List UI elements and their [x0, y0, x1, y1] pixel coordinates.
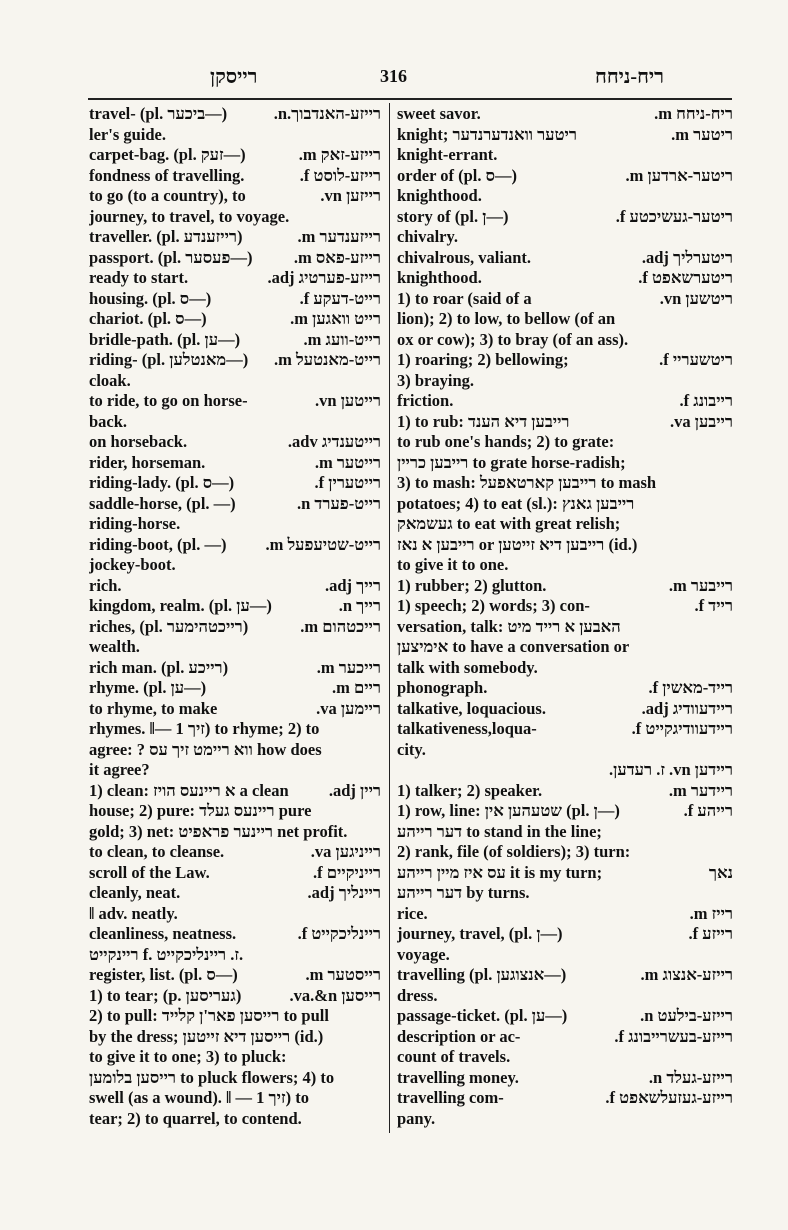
entry-definition: rider, horseman.: [89, 452, 206, 472]
entry-definition: jockey-boot.: [89, 555, 176, 574]
entry-definition: friction.: [397, 391, 454, 410]
entry-definition: 1) rubber; 2) glutton.: [397, 575, 547, 595]
entry-definition: carpet-bag. (pl. זעק—): [89, 145, 246, 164]
entry-definition: house; 2) pure: ריינעס געלד pure: [89, 801, 312, 820]
dictionary-line: [89, 1068, 381, 1089]
entry-headword: ריטער-געשיכטע f.: [615, 206, 733, 226]
entry-definition: עס איז מיין רייהע it is my turn;: [397, 862, 603, 882]
dictionary-line: [397, 207, 733, 228]
dictionary-line: [397, 514, 733, 535]
entry-headword: ריימען va.: [316, 698, 381, 718]
dictionary-line: [89, 330, 381, 351]
dictionary-line: [397, 289, 733, 310]
entry-definition: 1) to roar (said of a: [397, 288, 532, 308]
dictionary-line: [397, 1088, 733, 1109]
entry-definition: tear; 2) to quarrel, to contend.: [89, 1108, 302, 1128]
entry-definition: potatoes; 4) to eat (sl.): רייבען גאנץ: [397, 493, 635, 513]
dictionary-line: [89, 555, 381, 576]
page-header: [90, 62, 730, 92]
entry-definition: wealth.: [89, 637, 140, 656]
entry-definition: cleanly, neat.: [89, 883, 181, 902]
entry-headword: ריים m.: [331, 678, 381, 697]
entry-headword: ריינליך adj.: [307, 883, 381, 902]
dictionary-line: [397, 125, 733, 146]
dictionary-line: [397, 145, 733, 166]
entry-headword: רייזע-געזעלשאפט f.: [605, 1088, 733, 1107]
entry-definition: talkative, loquacious.: [397, 698, 546, 718]
dictionary-line: [397, 268, 733, 289]
entry-definition: רייבען כריין to grate horse-radish;: [397, 452, 626, 472]
entry-headword: רייזע-בעשרייבונג f.: [614, 1026, 733, 1046]
dictionary-line: [397, 473, 733, 494]
entry-definition: city.: [397, 739, 426, 759]
dictionary-line: [89, 986, 381, 1007]
entry-headword: ריטערליך adj.: [641, 247, 733, 267]
entry-headword: רייבער m.: [668, 575, 733, 595]
dictionary-line: [89, 1027, 381, 1048]
entry-headword: רייזע-זאק m.: [298, 145, 381, 164]
entry-headword: רייך n.: [338, 596, 381, 615]
dictionary-line: [89, 104, 381, 125]
entry-definition: 1) clean: א ריינעס הויז a clean: [89, 780, 289, 800]
dictionary-line: [89, 719, 381, 740]
entry-headword: רייכער m.: [316, 657, 381, 677]
dictionary-line: [397, 309, 733, 330]
header-right-guideword: ריח-ניחח: [595, 66, 664, 88]
entry-headword: רייכטהום m.: [300, 616, 381, 636]
entry-headword: רייט-שטיעפעל m.: [265, 534, 381, 554]
entry-definition: sweet savor.: [397, 104, 481, 123]
dictionary-line: [89, 186, 381, 207]
entry-headword: רייסטער m.: [305, 965, 381, 984]
entry-definition: voyage.: [397, 944, 450, 964]
entry-headword: רייהע f.: [683, 801, 733, 820]
dictionary-line: [89, 207, 381, 228]
entry-definition: riding-lady. (pl. ס—): [89, 473, 235, 492]
dictionary-line: [397, 371, 733, 392]
entry-definition: chivalry.: [397, 227, 458, 246]
entry-definition: to go (to a country), to: [89, 186, 246, 205]
dictionary-line: [397, 801, 733, 822]
entry-definition: kingdom, realm. (pl. ען—): [89, 596, 272, 615]
dictionary-line: [397, 166, 733, 187]
dictionary-line: [89, 801, 381, 822]
dictionary-line: [397, 576, 733, 597]
dictionary-line: [397, 699, 733, 720]
entry-definition: 1) speech; 2) words; 3) con-: [397, 596, 590, 615]
entry-definition: to clean, to cleanse.: [89, 842, 225, 861]
entry-definition: knight; ריטער וואנדערנדער: [397, 124, 577, 144]
entry-headword: רייניגען va.: [310, 842, 381, 861]
dictionary-line: [397, 965, 733, 986]
dictionary-line: [397, 863, 733, 884]
entry-headword: רייטערין f.: [314, 473, 381, 492]
dictionary-line: [397, 494, 733, 515]
dictionary-line: [89, 473, 381, 494]
dictionary-line: [89, 535, 381, 556]
dictionary-line: [89, 822, 381, 843]
entry-definition: 1) row, line: שטעהען אין (pl. ן—): [397, 801, 620, 820]
entry-headword: רייך adj.: [324, 575, 381, 595]
dictionary-line: [89, 289, 381, 310]
dictionary-line: [397, 1006, 733, 1027]
entry-headword: ריידעוודיגקייט f.: [631, 719, 733, 738]
dictionary-line: [397, 740, 733, 761]
entry-definition: swell (as a wound). ‖ — זיך 1) to: [89, 1088, 309, 1107]
entry-definition: description or ac-: [397, 1026, 521, 1046]
dictionary-line: [89, 166, 381, 187]
entry-headword: רייטען vn.: [315, 391, 381, 410]
entry-headword: רייבען va.: [669, 411, 733, 431]
dictionary-line: [89, 637, 381, 658]
dictionary-line: [397, 678, 733, 699]
dictionary-line: [89, 842, 381, 863]
entry-definition: bridle-path. (pl. ען—): [89, 329, 241, 349]
dictionary-line: [89, 863, 381, 884]
entry-definition: travelling (pl. אנצוגען—): [397, 965, 567, 984]
dictionary-line: [397, 842, 733, 863]
entry-definition: order of (pl. ס—): [397, 165, 517, 185]
entry-definition: journey, travel, (pl. ן—): [397, 924, 563, 943]
dictionary-line: [397, 186, 733, 207]
entry-definition: ‖ adv. neatly.: [89, 903, 178, 923]
dictionary-line: [89, 268, 381, 289]
entry-headword: רייזען vn.: [320, 186, 381, 205]
entry-headword: רייט-פערד n.: [296, 493, 381, 513]
entry-headword: רייניקיים f.: [313, 862, 381, 882]
dictionary-line: [397, 350, 733, 371]
entry-headword: ריטשעריי f.: [659, 350, 733, 369]
dictionary-line: [89, 248, 381, 269]
entry-definition: rich man. (pl. רייכע): [89, 657, 229, 677]
dictionary-line: [397, 596, 733, 617]
entry-headword: ריידען vn. ז. רעדען.: [609, 760, 733, 779]
dictionary-line: [397, 883, 733, 904]
dictionary-line: [89, 1006, 381, 1027]
entry-definition: 2) rank, file (of soldiers); 3) turn:: [397, 842, 631, 861]
entry-headword: רייד f.: [694, 596, 733, 615]
dictionary-line: [89, 924, 381, 945]
dictionary-line: [397, 719, 733, 740]
entry-definition: knighthood.: [397, 268, 482, 287]
entry-definition: passport. (pl. פעסער—): [89, 247, 253, 267]
entry-definition: rhyme. (pl. ען—): [89, 678, 207, 697]
dictionary-line: [89, 1109, 381, 1130]
dictionary-line: [89, 145, 381, 166]
entry-headword: רייז m.: [689, 903, 733, 923]
entry-headword: רייט-וועג m.: [303, 329, 381, 349]
entry-headword: רייט-מאנטעל m.: [274, 350, 381, 369]
dictionary-line: [397, 432, 733, 453]
entry-definition: talk with somebody.: [397, 657, 538, 677]
entry-definition: to give it to one.: [397, 555, 509, 574]
entry-headword: רייסען va.&n.: [289, 985, 381, 1005]
entry-headword: ריטער m.: [671, 124, 733, 144]
entry-headword: רייבונג f.: [679, 391, 733, 410]
entry-definition: travel- (pl. ביכער—): [89, 104, 228, 123]
dictionary-line: [397, 617, 733, 638]
dictionary-line: [89, 514, 381, 535]
dictionary-line: [397, 1068, 733, 1089]
dictionary-line: [397, 248, 733, 269]
entry-headword: ריין adj.: [328, 780, 381, 800]
dictionary-line: [89, 740, 381, 761]
dictionary-line: [89, 678, 381, 699]
dictionary-line: [397, 555, 733, 576]
dictionary-line: [397, 391, 733, 412]
entry-headword: נאך: [708, 862, 733, 882]
entry-headword: ריינליכקייט f.: [297, 924, 381, 943]
dictionary-line: [89, 494, 381, 515]
entry-definition: fondness of travelling.: [89, 165, 245, 185]
entry-definition: by the dress; רייסען דיא זייטען (id.): [89, 1026, 324, 1046]
entry-definition: journey, to travel, to voyage.: [89, 206, 290, 226]
entry-definition: 1) talker; 2) speaker.: [397, 780, 543, 800]
entry-definition: ox or cow); 3) to bray (of an ass).: [397, 329, 629, 349]
dictionary-line: [397, 227, 733, 248]
entry-definition: back.: [89, 411, 128, 431]
entry-definition: travelling com-: [397, 1088, 504, 1107]
entry-headword: רייזע-געלד n.: [648, 1067, 733, 1087]
dictionary-line: [89, 391, 381, 412]
dictionary-line: [89, 125, 381, 146]
entry-definition: rich.: [89, 575, 122, 595]
entry-headword: רייזע-האנדבוך.n.: [273, 104, 381, 123]
entry-headword: רייד-מאשין f.: [648, 678, 733, 697]
entry-definition: riding-boot, (pl. —): [89, 534, 227, 554]
entry-definition: on horseback.: [89, 432, 188, 451]
entry-definition: rice.: [397, 903, 428, 923]
entry-definition: lion); 2) to low, to bellow (of an: [397, 309, 616, 328]
dictionary-line: [89, 227, 381, 248]
entry-definition: cloak.: [89, 370, 131, 390]
entry-definition: ריינקייט f. ז. ריינליכקייט.: [89, 944, 244, 964]
entry-headword: רייטענדיג adv.: [287, 432, 381, 451]
dictionary-line: [397, 904, 733, 925]
entry-definition: רייסען בלומען to pluck flowers; 4) to: [89, 1067, 335, 1087]
dictionary-line: [89, 965, 381, 986]
entry-definition: אימיצען to have a conversation or: [397, 637, 630, 656]
entry-headword: רייט-דעקע f.: [299, 288, 381, 308]
dictionary-line: [397, 412, 733, 433]
entry-definition: געשמאק to eat with great relish;: [397, 514, 621, 533]
dictionary-line: [89, 576, 381, 597]
dictionary-line: [397, 535, 733, 556]
entry-definition: scroll of the Law.: [89, 862, 210, 882]
dictionary-line: [397, 104, 733, 125]
entry-definition: chivalrous, valiant.: [397, 247, 532, 267]
dictionary-line: [397, 924, 733, 945]
entry-definition: pany.: [397, 1108, 436, 1128]
dictionary-line: [397, 986, 733, 1007]
entry-definition: riding- (pl. מאנטלען—): [89, 350, 249, 369]
entry-headword: רייזע f.: [688, 924, 733, 943]
entry-definition: knighthood.: [397, 186, 482, 205]
entry-definition: 3) braying.: [397, 370, 475, 390]
entry-headword: רייזע-לוסט f.: [299, 165, 381, 185]
entry-definition: to rhyme, to make: [89, 698, 218, 718]
entry-headword: רייזע-אנצוג m.: [640, 965, 733, 984]
entry-definition: agree: ? ווא ריימט זיך עס how does: [89, 739, 322, 759]
dictionary-line: [89, 883, 381, 904]
entry-headword: רייזענדער m.: [297, 227, 381, 246]
dictionary-line: [397, 637, 733, 658]
entry-definition: passage-ticket. (pl. ען—): [397, 1006, 568, 1025]
entry-definition: traveller. (pl. רייזענדע): [89, 227, 243, 246]
dictionary-line: [397, 1047, 733, 1068]
entry-definition: chariot. (pl. ס—): [89, 309, 207, 328]
entry-definition: saddle-horse, (pl. —): [89, 493, 236, 513]
entry-definition: gold; 3) net: ריינער פראפיט net profit.: [89, 821, 348, 841]
entry-definition: phonograph.: [397, 678, 488, 697]
right-column: [397, 104, 733, 1129]
dictionary-line: [89, 781, 381, 802]
entry-definition: talkativeness,loqua-: [397, 719, 537, 738]
dictionary-line: [89, 350, 381, 371]
dictionary-line: [397, 781, 733, 802]
entry-definition: to rub one's hands; 2) to grate:: [397, 432, 615, 451]
dictionary-line: [397, 330, 733, 351]
entry-definition: count of travels.: [397, 1047, 511, 1066]
dictionary-line: [89, 371, 381, 392]
dictionary-line: [397, 760, 733, 781]
dictionary-line: [89, 412, 381, 433]
dictionary-line: [89, 1088, 381, 1109]
dictionary-line: [397, 658, 733, 679]
entry-definition: ready to start.: [89, 268, 189, 287]
entry-definition: 3) to mash: רייבען קארטאפעל to mash: [397, 473, 657, 492]
dictionary-line: [397, 822, 733, 843]
dictionary-line: [89, 453, 381, 474]
entry-definition: 2) to pull: רייסען פאר'ן קלייד to pull: [89, 1006, 329, 1025]
entry-definition: 1) to tear; (p. געריסען): [89, 985, 242, 1005]
entry-headword: רייט וואגען m.: [290, 309, 381, 328]
dictionary-line: [397, 945, 733, 966]
entry-definition: it agree?: [89, 760, 150, 779]
entry-definition: דער רייהע to stand in the line;: [397, 821, 602, 841]
dictionary-line: [89, 1047, 381, 1068]
entry-headword: ריטער-ארדען m.: [625, 165, 733, 185]
left-column: [89, 104, 381, 1129]
entry-definition: riches, (pl. רייכטהימער): [89, 616, 249, 636]
header-rule: [88, 98, 732, 100]
dictionary-line: [89, 699, 381, 720]
entry-definition: to ride, to go on horse-: [89, 391, 248, 410]
dictionary-line: [89, 904, 381, 925]
entry-headword: ריידער m.: [668, 780, 733, 800]
column-divider: [389, 103, 390, 1133]
dictionary-line: [89, 309, 381, 330]
entry-definition: ler's guide.: [89, 124, 166, 144]
entry-definition: cleanliness, neatness.: [89, 924, 237, 943]
entry-definition: dress.: [397, 985, 438, 1005]
entry-definition: riding-horse.: [89, 514, 181, 533]
entry-definition: רייבען א נאז or רייבען דיא זייטען (id.): [397, 534, 638, 554]
entry-definition: story of (pl. ן—): [397, 206, 509, 226]
entry-headword: ריידעוודיג adj.: [641, 698, 733, 718]
entry-headword: רייזע-פאס m.: [293, 247, 381, 267]
entry-headword: רייטער m.: [314, 452, 381, 472]
entry-definition: knight-errant.: [397, 145, 498, 164]
entry-headword: ריח-ניחח m.: [654, 104, 733, 123]
header-left-guideword: רייסקן: [210, 66, 258, 88]
dictionary-line: [89, 760, 381, 781]
entry-definition: 1) roaring; 2) bellowing;: [397, 350, 569, 369]
entry-headword: ריטערשאפט f.: [638, 268, 733, 287]
dictionary-line: [89, 945, 381, 966]
entry-definition: register, list. (pl. ס—): [89, 965, 238, 984]
entry-definition: דער רייהע by turns.: [397, 883, 530, 902]
dictionary-line: [89, 658, 381, 679]
dictionary-line: [397, 1109, 733, 1130]
entry-definition: rhymes. ‖— זיך 1) to rhyme; 2) to: [89, 719, 320, 738]
entry-headword: רייזע-בילעט n.: [640, 1006, 733, 1025]
entry-headword: רייזע-פערטיג adj.: [267, 268, 381, 287]
entry-definition: travelling money.: [397, 1067, 519, 1087]
entry-definition: to give it to one; 3) to pluck:: [89, 1047, 287, 1066]
entry-definition: housing. (pl. ס—): [89, 288, 212, 308]
page-number: 316: [380, 66, 407, 86]
dictionary-line: [397, 453, 733, 474]
entry-definition: versation, talk: האבען א רייד מיט: [397, 616, 621, 636]
dictionary-line: [89, 617, 381, 638]
entry-headword: ריטשען vn.: [659, 288, 733, 308]
entry-definition: 1) to rub: רייבען דיא הענד: [397, 411, 570, 431]
dictionary-line: [89, 596, 381, 617]
dictionary-line: [397, 1027, 733, 1048]
dictionary-line: [89, 432, 381, 453]
